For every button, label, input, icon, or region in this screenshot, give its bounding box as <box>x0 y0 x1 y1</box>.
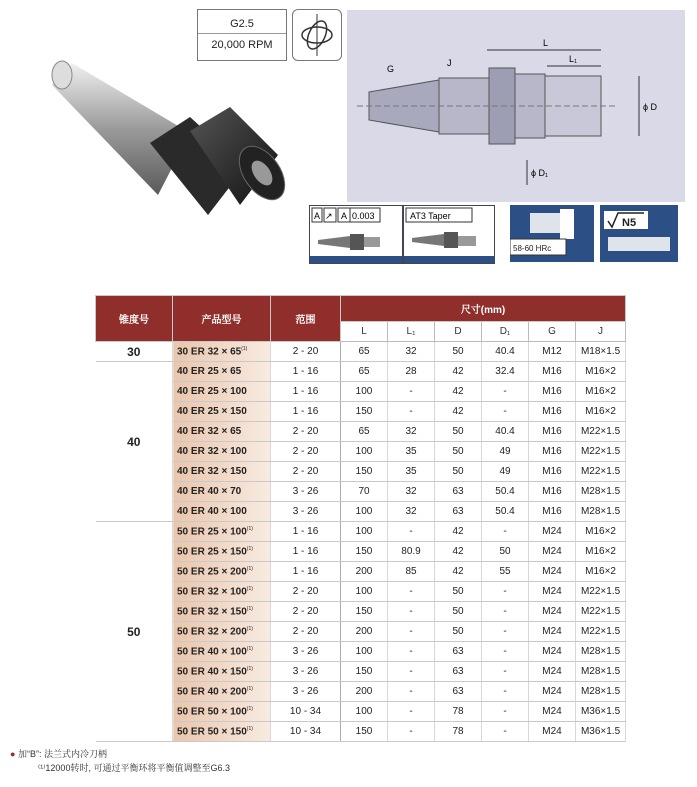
model-name: 40 ER 25 × 150 <box>177 406 247 417</box>
hardness-label: 58-60 HRc <box>513 244 552 253</box>
model-cell <box>173 442 271 462</box>
note-bullet: ● <box>10 749 16 759</box>
dim-cell-l: 200 <box>341 562 388 582</box>
dim-cell-l: 65 <box>341 362 388 382</box>
model-name: 50 ER 32 × 200 <box>177 626 247 638</box>
dim-cell-j: M16×2 <box>576 402 626 422</box>
dim-cell-d1: 40.4 <box>482 342 529 362</box>
dim-cell-g: M16 <box>529 362 576 382</box>
dim-cell-g: M24 <box>529 622 576 642</box>
dim-cell-g: M16 <box>529 462 576 482</box>
dim-cell-l1: 32 <box>388 502 435 522</box>
dim-cell-l: 70 <box>341 482 388 502</box>
dim-cell-l1: - <box>388 702 435 722</box>
range-cell: 1 - 16 <box>271 562 341 582</box>
model-name: 50 ER 40 × 200 <box>177 686 247 698</box>
table-row <box>96 562 626 582</box>
footnote-mark: (1) <box>246 665 253 672</box>
dim-cell-d: 50 <box>435 422 482 442</box>
model-cell <box>173 702 271 722</box>
dim-cell-l1: 85 <box>388 562 435 582</box>
range-cell: 3 - 26 <box>271 642 341 662</box>
model-name: 50 ER 25 × 200 <box>177 566 247 578</box>
dim-cell-g: M24 <box>529 602 576 622</box>
subheader-5: J <box>576 322 626 342</box>
balance-rpm: 20,000 RPM <box>211 39 273 51</box>
balance-icon <box>292 9 342 61</box>
finish-feature <box>600 205 678 262</box>
runout-value: 0.003 <box>352 211 375 221</box>
dim-cell-d1: - <box>482 382 529 402</box>
dim-cell-l1: 32 <box>388 482 435 502</box>
dim-cell-j: M36×1.5 <box>576 702 626 722</box>
table-row <box>96 642 626 662</box>
range-cell: 2 - 20 <box>271 462 341 482</box>
dim-cell-g: M12 <box>529 342 576 362</box>
runout-datum-b: A <box>341 211 348 221</box>
dim-cell-l1: 32 <box>388 342 435 362</box>
model-cell <box>173 522 271 542</box>
model-name: 50 ER 50 × 150 <box>177 726 247 738</box>
dim-cell-d: 78 <box>435 722 482 742</box>
table-row <box>96 602 626 622</box>
taper-cell: 40 <box>96 362 173 522</box>
dim-cell-l: 65 <box>341 422 388 442</box>
note-text: 加“B”: 法兰式内冷刀柄 <box>17 749 107 759</box>
footnote-mark: (1) <box>241 345 248 352</box>
header-model: 产品型号 <box>173 296 271 342</box>
model-name: 30 ER 32 × 65 <box>177 346 242 358</box>
taper-cell: 50 <box>96 522 173 742</box>
dim-cell-j: M22×1.5 <box>576 442 626 462</box>
dim-cell-d: 50 <box>435 462 482 482</box>
dim-cell-g: M24 <box>529 582 576 602</box>
dim-cell-l: 150 <box>341 462 388 482</box>
table-row <box>96 442 626 462</box>
dim-cell-d: 63 <box>435 682 482 702</box>
table-row <box>96 402 626 422</box>
range-cell: 1 - 16 <box>271 542 341 562</box>
dim-cell-d: 42 <box>435 522 482 542</box>
taper-feature <box>403 205 495 264</box>
table-row <box>96 502 626 522</box>
dim-cell-l: 150 <box>341 722 388 742</box>
range-cell: 3 - 26 <box>271 502 341 522</box>
model-cell <box>173 382 271 402</box>
model-cell <box>173 482 271 502</box>
model-cell <box>173 602 271 622</box>
dim-cell-l: 100 <box>341 702 388 722</box>
spec-table <box>95 295 626 742</box>
range-cell: 10 - 34 <box>271 722 341 742</box>
dim-cell-j: M22×1.5 <box>576 622 626 642</box>
model-name: 50 ER 50 × 100 <box>177 706 247 718</box>
dim-cell-g: M16 <box>529 402 576 422</box>
balance-spec-box <box>197 9 287 61</box>
dim-cell-g: M16 <box>529 422 576 442</box>
dim-cell-g: M16 <box>529 382 576 402</box>
range-cell: 2 - 20 <box>271 602 341 622</box>
footnote-mark: (1) <box>246 565 253 572</box>
dim-cell-d: 50 <box>435 342 482 362</box>
model-cell <box>173 342 271 362</box>
model-cell <box>173 402 271 422</box>
dim-cell-l1: 80.9 <box>388 542 435 562</box>
dim-cell-j: M16×2 <box>576 542 626 562</box>
dim-cell-d1: - <box>482 682 529 702</box>
model-name: 40 ER 25 × 65 <box>177 366 242 377</box>
model-cell <box>173 722 271 742</box>
tool-holder-photo <box>40 45 290 245</box>
footnotes <box>10 747 230 775</box>
model-name: 50 ER 32 × 150 <box>177 606 247 618</box>
dim-cell-l: 100 <box>341 522 388 542</box>
dim-cell-l: 100 <box>341 582 388 602</box>
model-cell <box>173 582 271 602</box>
table-row <box>96 622 626 642</box>
model-name: 40 ER 32 × 100 <box>177 446 247 457</box>
balance-grade: G2.5 <box>198 10 286 34</box>
subheader-4: G <box>529 322 576 342</box>
taper-cell: 30 <box>96 342 173 362</box>
dim-cell-d1: - <box>482 622 529 642</box>
dim-cell-d: 42 <box>435 402 482 422</box>
dim-cell-l1: - <box>388 582 435 602</box>
dim-cell-d1: - <box>482 522 529 542</box>
dim-label-j: J <box>447 58 452 68</box>
footnote-mark: (1) <box>246 705 253 712</box>
dim-cell-g: M16 <box>529 442 576 462</box>
runout-arrow: ↗ <box>325 211 333 221</box>
dim-cell-g: M16 <box>529 482 576 502</box>
dim-cell-d1: - <box>482 602 529 622</box>
runout-feature <box>309 205 403 264</box>
model-cell <box>173 542 271 562</box>
dim-cell-d1: - <box>482 582 529 602</box>
table-row <box>96 482 626 502</box>
dim-cell-d: 50 <box>435 602 482 622</box>
dim-cell-d: 63 <box>435 482 482 502</box>
dim-cell-l1: - <box>388 682 435 702</box>
dim-cell-d1: - <box>482 662 529 682</box>
dim-cell-l: 100 <box>341 382 388 402</box>
dim-cell-d: 50 <box>435 622 482 642</box>
model-cell <box>173 362 271 382</box>
note-2 <box>10 761 230 775</box>
dim-cell-d1: 40.4 <box>482 422 529 442</box>
range-cell: 2 - 20 <box>271 422 341 442</box>
dim-cell-l1: - <box>388 382 435 402</box>
footnote-mark: (1) <box>246 545 253 552</box>
note-1 <box>10 747 230 761</box>
model-name: 40 ER 40 × 100 <box>177 506 247 517</box>
dim-cell-j: M16×2 <box>576 382 626 402</box>
dim-cell-d1: 50 <box>482 542 529 562</box>
dim-cell-d1: 55 <box>482 562 529 582</box>
dim-cell-l1: 28 <box>388 362 435 382</box>
subheader-1: L₁ <box>388 322 435 342</box>
dim-cell-j: M16×2 <box>576 362 626 382</box>
header-range: 范围 <box>271 296 341 342</box>
dim-cell-g: M24 <box>529 722 576 742</box>
model-cell <box>173 682 271 702</box>
range-cell: 1 - 16 <box>271 382 341 402</box>
dim-cell-j: M18×1.5 <box>576 342 626 362</box>
range-cell: 3 - 26 <box>271 662 341 682</box>
model-cell <box>173 642 271 662</box>
note-text: ⁽¹⁾12000转时, 可通过平衡环将平衡值调整至G6.3 <box>38 763 230 773</box>
dim-cell-l1: - <box>388 662 435 682</box>
dim-cell-j: M28×1.5 <box>576 682 626 702</box>
dim-cell-g: M24 <box>529 702 576 722</box>
subheader-2: D <box>435 322 482 342</box>
dim-cell-g: M24 <box>529 662 576 682</box>
dim-cell-j: M28×1.5 <box>576 642 626 662</box>
subheader-3: D₁ <box>482 322 529 342</box>
dim-cell-d: 63 <box>435 502 482 522</box>
dim-cell-d1: - <box>482 722 529 742</box>
header-dimensions: 尺寸(mm) <box>341 296 626 322</box>
dim-cell-l1: - <box>388 722 435 742</box>
dim-cell-j: M22×1.5 <box>576 462 626 482</box>
dim-cell-g: M24 <box>529 682 576 702</box>
dim-cell-l1: - <box>388 522 435 542</box>
header-taper: 锥度号 <box>96 296 173 342</box>
dim-cell-d: 42 <box>435 362 482 382</box>
dim-cell-d1: - <box>482 642 529 662</box>
table-row <box>96 542 626 562</box>
dim-cell-j: M28×1.5 <box>576 502 626 522</box>
dim-cell-l: 65 <box>341 342 388 362</box>
dim-cell-l: 100 <box>341 642 388 662</box>
dim-cell-d1: - <box>482 402 529 422</box>
dim-label-l: L <box>543 38 549 48</box>
dim-label-g: G <box>387 64 395 74</box>
dim-cell-j: M16×2 <box>576 562 626 582</box>
model-name: 40 ER 25 × 100 <box>177 386 247 397</box>
dim-cell-d1: 32.4 <box>482 362 529 382</box>
model-cell <box>173 422 271 442</box>
table-row <box>96 582 626 602</box>
dim-cell-j: M22×1.5 <box>576 602 626 622</box>
range-cell: 2 - 20 <box>271 622 341 642</box>
dim-cell-j: M22×1.5 <box>576 582 626 602</box>
table-row <box>96 722 626 742</box>
dim-cell-l1: - <box>388 622 435 642</box>
dim-cell-g: M24 <box>529 542 576 562</box>
taper-label: AT3 Taper <box>410 211 451 221</box>
dim-cell-j: M36×1.5 <box>576 722 626 742</box>
model-cell <box>173 662 271 682</box>
model-name: 50 ER 40 × 150 <box>177 666 247 678</box>
dim-label-l1: L₁ <box>569 54 578 64</box>
dim-cell-l: 150 <box>341 402 388 422</box>
model-name: 40 ER 32 × 150 <box>177 466 247 477</box>
subheader-0: L <box>341 322 388 342</box>
dim-cell-l: 100 <box>341 502 388 522</box>
technical-drawing <box>347 10 685 202</box>
range-cell: 3 - 26 <box>271 482 341 502</box>
range-cell: 1 - 16 <box>271 402 341 422</box>
dim-cell-l1: - <box>388 602 435 622</box>
dim-cell-d: 50 <box>435 442 482 462</box>
dim-cell-l: 150 <box>341 602 388 622</box>
dim-cell-l: 150 <box>341 662 388 682</box>
dim-cell-d: 63 <box>435 662 482 682</box>
table-row <box>96 702 626 722</box>
dim-cell-l1: - <box>388 402 435 422</box>
range-cell: 3 - 26 <box>271 682 341 702</box>
footnote-mark: (1) <box>246 725 253 732</box>
dim-cell-l: 200 <box>341 622 388 642</box>
table-row <box>96 362 626 382</box>
dim-cell-g: M16 <box>529 502 576 522</box>
dim-cell-l: 100 <box>341 442 388 462</box>
dim-cell-g: M24 <box>529 562 576 582</box>
dim-label-d: ϕ D <box>643 102 658 112</box>
dim-cell-l1: 32 <box>388 422 435 442</box>
dim-cell-l1: 35 <box>388 462 435 482</box>
dim-cell-d: 42 <box>435 562 482 582</box>
model-name: 40 ER 32 × 65 <box>177 426 242 437</box>
footnote-mark: (1) <box>246 585 253 592</box>
dim-cell-d1: 50.4 <box>482 502 529 522</box>
model-cell <box>173 622 271 642</box>
dim-cell-d1: - <box>482 702 529 722</box>
hardness-feature <box>510 205 594 262</box>
dim-cell-j: M28×1.5 <box>576 482 626 502</box>
table-row <box>96 682 626 702</box>
range-cell: 10 - 34 <box>271 702 341 722</box>
model-cell <box>173 462 271 482</box>
table-row <box>96 382 626 402</box>
range-cell: 2 - 20 <box>271 442 341 462</box>
range-cell: 1 - 16 <box>271 522 341 542</box>
dim-cell-l: 200 <box>341 682 388 702</box>
model-cell <box>173 502 271 522</box>
dim-cell-d1: 49 <box>482 442 529 462</box>
dim-cell-j: M16×2 <box>576 522 626 542</box>
model-cell <box>173 562 271 582</box>
dim-cell-l1: 35 <box>388 442 435 462</box>
dim-cell-d1: 49 <box>482 462 529 482</box>
runout-datum-a: A <box>314 211 321 221</box>
dim-cell-j: M28×1.5 <box>576 662 626 682</box>
dim-label-d1: ϕ D₁ <box>531 168 549 178</box>
dim-cell-g: M24 <box>529 522 576 542</box>
dim-cell-l1: - <box>388 642 435 662</box>
model-name: 50 ER 25 × 100 <box>177 526 247 538</box>
model-name: 50 ER 25 × 150 <box>177 546 247 558</box>
dim-cell-d: 42 <box>435 542 482 562</box>
dim-cell-d: 50 <box>435 582 482 602</box>
dim-cell-d: 63 <box>435 642 482 662</box>
range-cell: 2 - 20 <box>271 582 341 602</box>
table-row <box>96 422 626 442</box>
model-name: 50 ER 32 × 100 <box>177 586 247 598</box>
table-row <box>96 662 626 682</box>
dim-cell-l: 150 <box>341 542 388 562</box>
model-name: 40 ER 40 × 70 <box>177 486 242 497</box>
footnote-mark: (1) <box>246 605 253 612</box>
range-cell: 2 - 20 <box>271 342 341 362</box>
footnote-mark: (1) <box>246 625 253 632</box>
range-cell: 1 - 16 <box>271 362 341 382</box>
dim-cell-d: 42 <box>435 382 482 402</box>
table-row <box>96 462 626 482</box>
dim-cell-g: M24 <box>529 642 576 662</box>
dim-cell-d1: 50.4 <box>482 482 529 502</box>
dim-cell-d: 78 <box>435 702 482 722</box>
dim-cell-j: M22×1.5 <box>576 422 626 442</box>
footnote-mark: (1) <box>246 685 253 692</box>
footnote-mark: (1) <box>246 645 253 652</box>
finish-label: N5 <box>622 217 637 229</box>
table-row <box>96 522 626 542</box>
footnote-mark: (1) <box>246 525 253 532</box>
model-name: 50 ER 40 × 100 <box>177 646 247 658</box>
table-row <box>96 342 626 362</box>
